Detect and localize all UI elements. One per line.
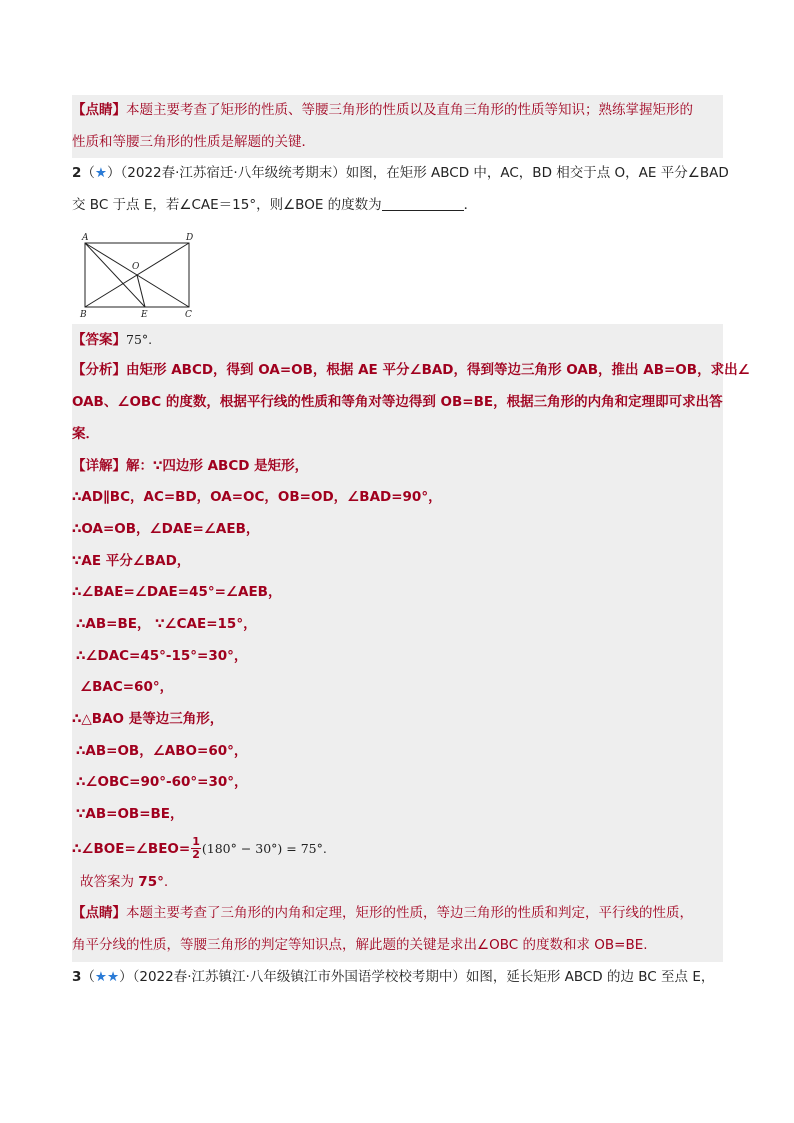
- detail-tag: 【详解】: [72, 457, 126, 474]
- key-point-line: 性质和等腰三角形的性质是解题的关键．: [72, 133, 315, 150]
- detail-step: ∵AE 平分∠BAD，: [72, 552, 191, 569]
- question-line: 2（★）（2022春·江苏宿迁·八年级统考期末）如图，在矩形 ABCD 中，AC，BD 相交于点 O，AE 平分∠BAD: [72, 165, 729, 182]
- vertex-label-c: C: [185, 309, 192, 318]
- detail-step: ∴∠DAC=45°-15°=30°，: [76, 647, 248, 664]
- solution-block: [72, 324, 750, 962]
- detail-step: ∴△BAO 是等边三角形，: [72, 711, 224, 727]
- detail-step: ∴∠BAE=∠DAE=45°=∠AEB，: [72, 584, 282, 601]
- key-point-tag: 【点睛】: [72, 905, 126, 922]
- answer-blank: [382, 196, 464, 211]
- key-point-line: 【点睛】本题主要考查了三角形的内角和定理，矩形的性质，等边三角形的性质和判定，平行线的性质，: [72, 905, 693, 922]
- analysis-tag: 【分析】: [72, 362, 126, 379]
- answer-line: [72, 324, 723, 356]
- detail-step: ∵AB=OB=BE，: [76, 806, 184, 823]
- detail-step: ∴OA=OB，∠DAE=∠AEB，: [72, 520, 260, 537]
- key-point-block-1: [72, 95, 723, 158]
- difficulty-star-icon: ★: [94, 165, 108, 182]
- detail-step: ∴∠OBC=90°-60°=30°，: [76, 774, 248, 791]
- key-point-tag: 【点睛】: [72, 102, 126, 118]
- detail-line: 【详解】解：∵四边形 ABCD 是矩形，: [72, 457, 309, 474]
- vertex-label-b: B: [80, 309, 87, 318]
- question-line: 3（★★）（2022春·江苏镇江·八年级镇江市外国语学校校考期中）如图，延长矩形 ABCD 的边 BC 至点 E，: [72, 968, 715, 985]
- vertex-label-o: O: [132, 261, 140, 272]
- question-2: [72, 158, 729, 318]
- detail-step: ∴AD∥BC，AC=BD，OA=OC，OB=OD，∠BAD=90°，: [72, 489, 442, 506]
- detail-step: ∠BAC=60°，: [80, 679, 174, 696]
- geometry-figure: [76, 230, 723, 318]
- question-3: [72, 962, 723, 994]
- question-line: 交 BC 于点 E，若∠CAE＝15°，则∠BOE 的度数为 ．: [72, 197, 478, 214]
- analysis-line: 【分析】由矩形 ABCD，得到 OA=OB，根据 AE 平分∠BAD，得到等边三角形 OAB，推出 AB=OB，求出∠: [72, 362, 750, 379]
- difficulty-star-icon: ★★: [94, 968, 120, 985]
- analysis-line: 案．: [72, 425, 99, 442]
- vertex-label-a: A: [82, 232, 89, 243]
- document-page: [72, 95, 750, 994]
- detail-step: ∴AB=BE， ∵∠CAE=15°，: [76, 615, 257, 632]
- answer-value: 75°.: [126, 331, 153, 347]
- key-point-line: 角平分线的性质，等腰三角形的判定等知识点，解此题的关键是求出∠OBC 的度数和求 OB=BE.: [72, 937, 648, 954]
- analysis-line: OAB、∠OBC 的度数，根据平行线的性质和等角对等边得到 OB=BE，根据三角形的内角和定理即可求出答: [72, 394, 723, 411]
- fraction: $\frac{1}{2}$: [192, 835, 200, 862]
- key-point-line: 【点睛】本题主要考查了矩形的性质、等腰三角形的性质以及直角三角形的性质等知识；熟练掌握矩形的: [72, 102, 693, 118]
- vertex-label-e: E: [141, 309, 148, 318]
- vertex-label-d: D: [186, 232, 194, 243]
- question-source: （2022春·江苏镇江·八年级镇江市外国语学校校考期中）: [132, 968, 466, 985]
- detail-conclusion: 故答案为 75°.: [80, 873, 169, 890]
- rectangle-diagram: [76, 230, 206, 318]
- detail-step: ∴AB=OB，∠ABO=60°，: [76, 742, 248, 759]
- question-source: （2022春·江苏宿迁·八年级统考期末）: [120, 165, 346, 182]
- answer-tag: 【答案】: [72, 331, 126, 348]
- detail-final-step: ∴∠BOE=∠BEO= $\frac{1}{2}$ (180° − 30°) = 75°.: [72, 835, 327, 862]
